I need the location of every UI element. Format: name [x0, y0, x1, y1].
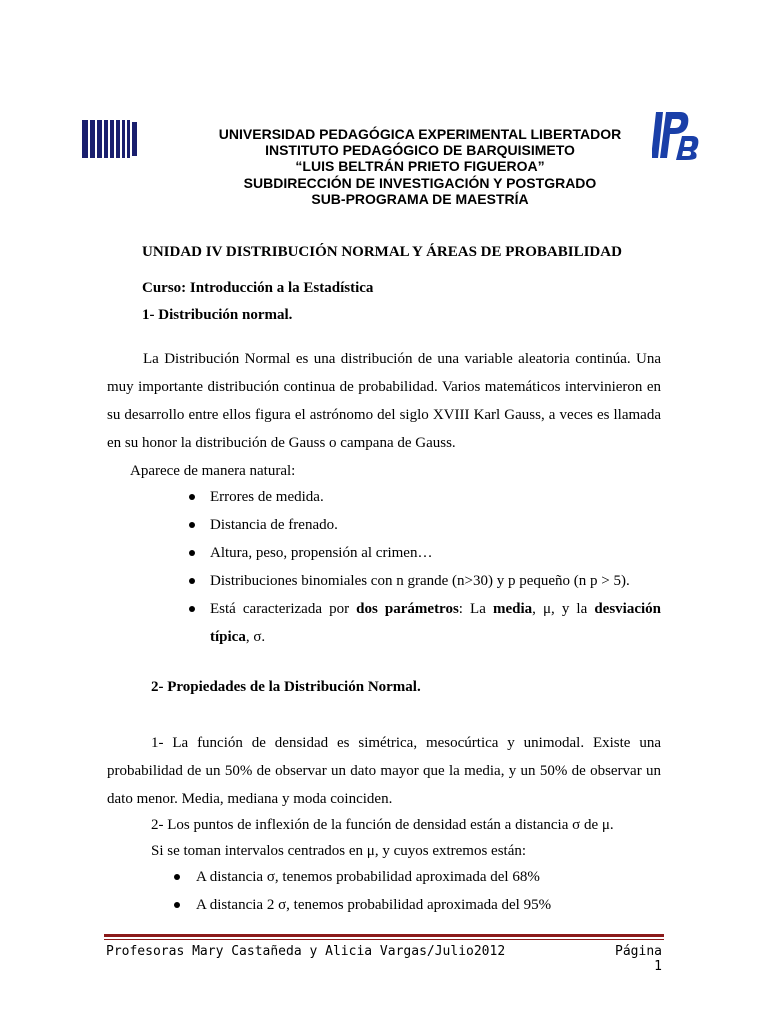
list-item-parameters	[210, 595, 661, 623]
text-fragment: Está caracterizada por	[210, 601, 357, 617]
footer-page-number: Página 1	[615, 944, 662, 974]
bullet-dot	[189, 494, 195, 500]
bullet-dot	[189, 522, 195, 528]
section2-paragraph-2: 2- Los puntos de inflexión de la función de densidad están a distancia σ de μ.	[151, 817, 614, 833]
list-item: Distribuciones binomiales con n grande (n>30) y p pequeño (n p > 5).	[210, 573, 630, 589]
course-label: Curso: Introducción a la Estadística	[142, 280, 374, 296]
footer-rule-thick	[104, 934, 664, 937]
header-institute: INSTITUTO PEDAGÓGICO DE BARQUISIMETO	[265, 142, 575, 158]
list-item: Errores de medida.	[210, 489, 324, 505]
text-bold: media	[492, 601, 533, 617]
list-item: Distancia de frenado.	[210, 517, 338, 533]
section1-heading: 1- Distribución normal.	[142, 307, 293, 323]
text-bold: típica	[210, 629, 246, 645]
bullet-dot	[189, 550, 195, 556]
unit-title: UNIDAD IV DISTRIBUCIÓN NORMAL Y ÁREAS DE PROBABILIDAD	[142, 244, 622, 260]
list-item: A distancia σ, tenemos probabilidad aproximada del 68%	[196, 869, 540, 885]
header-program: SUB-PROGRAMA DE MAESTRÍA	[311, 191, 529, 207]
header-namesake: “LUIS BELTRÁN PRIETO FIGUEROA”	[295, 158, 545, 174]
section1-paragraph: La Distribución Normal es una distribución de una variable aleatoria continúa. Una muy importante distribución continua de probabilidad. Varios matemáticos intervinieron en su desarrollo entre ellos figura el astrónomo del siglo XVIII Karl Gauss, a veces es llamada en su honor la distribución de Gauss o campana de Gauss.	[107, 351, 661, 451]
section2-heading: 2- Propiedades de la Distribución Normal.	[151, 679, 421, 695]
text-fragment: , σ.	[245, 629, 266, 645]
list-item: A distancia 2 σ, tenemos probabilidad aproximada del 95%	[196, 897, 552, 913]
text-bold: dos parámetros	[356, 601, 459, 617]
section2-paragraph-1: 1- La función de densidad es simétrica, mesocúrtica y unimodal. Existe una probabilidad de un 50% de observar un dato mayor que la media, y un 50% de observar un dato menor. Media, mediana y moda coinciden.	[107, 735, 661, 807]
header-subdirection: SUBDIRECCIÓN DE INVESTIGACIÓN Y POSTGRADO	[243, 175, 597, 191]
text-fragment: , μ, y la	[532, 601, 595, 617]
header-university: UNIVERSIDAD PEDAGÓGICA EXPERIMENTAL LIBERTADOR	[218, 126, 622, 142]
university-logo-left	[82, 118, 138, 160]
bullet-dot	[189, 578, 195, 584]
bullet-dot	[189, 606, 195, 612]
footer-authors: Profesoras Mary Castañeda y Alicia Vargas/Julio2012	[106, 944, 506, 959]
section2-paragraph-3: Si se toman intervalos centrados en μ, y cuyos extremos están:	[151, 843, 527, 859]
list-item: Altura, peso, propensión al crimen…	[210, 545, 433, 561]
footer-rule-thin	[104, 939, 664, 940]
natural-intro: Aparece de manera natural:	[130, 463, 296, 479]
list-item-continuation	[210, 623, 265, 651]
bullet-dot	[174, 874, 180, 880]
text-bold: desviación	[594, 601, 661, 617]
text-fragment: : La	[458, 601, 493, 617]
bullet-dot	[174, 902, 180, 908]
